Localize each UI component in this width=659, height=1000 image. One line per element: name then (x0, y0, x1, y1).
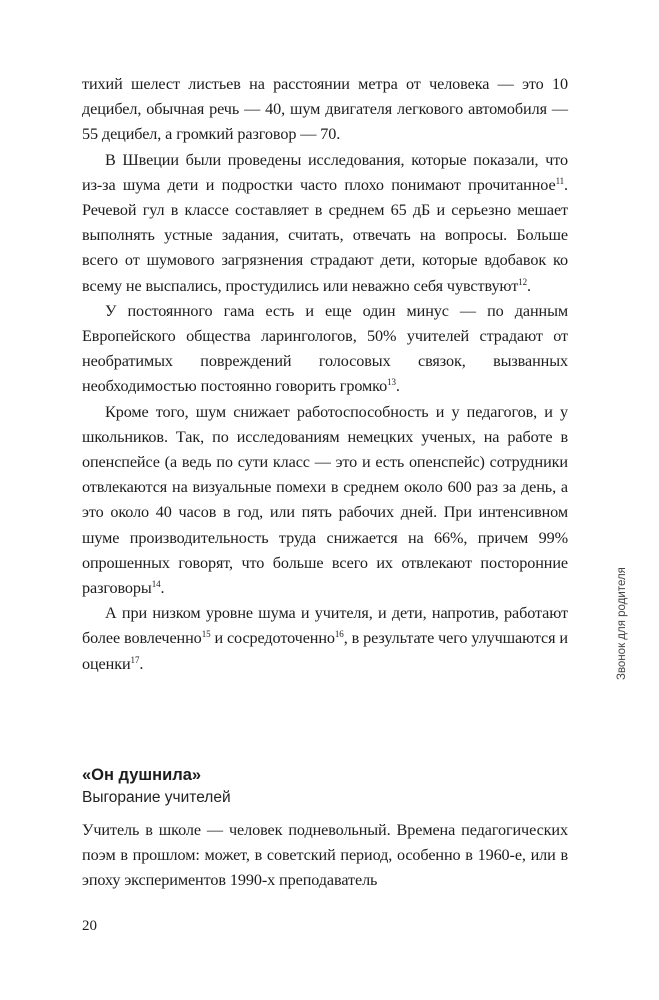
paragraph-text: А при низком уровне шума и учителя, и дети, напротив, работают более вовлеченно (82, 604, 568, 648)
footnote-ref[interactable]: 17 (130, 654, 140, 665)
paragraph-5 (82, 601, 568, 677)
footnote-ref[interactable]: 15 (201, 629, 211, 640)
paragraph-2 (82, 148, 568, 299)
running-head-text: Звонок для родителя (616, 567, 628, 680)
paragraph-text: В Швеции были проведены исследования, которые показали, что из-за шума дети и подростки часто плохо понимают прочитанное (82, 150, 568, 194)
section-paragraph: Учитель в школе — человек подневольный. Времена педагогических поэм в прошлом: может, в советский период, особенно в 1960-е, или в эпоху экспериментов 1990-х преподаватель (82, 821, 568, 890)
main-text (82, 72, 568, 677)
paragraph-3 (82, 299, 568, 400)
paragraph-text: , в результате чего улучшаются и оценки (82, 629, 568, 673)
section-subtitle: Выгорание учителей (82, 789, 231, 806)
footnote-ref[interactable]: 11 (555, 175, 565, 186)
page-number: 20 (82, 918, 97, 934)
paragraph-text: Кроме того, шум снижает работоспособность и у педагогов, и у школьников. Так, по исследованиям немецких ученых, на работе в опенспейсе (а ведь по сути класс — это и есть опенспейс) сотрудники отвлекаются на визуальные помехи в среднем около 600 раз за день, а это около 40 часов в год, или пять рабочих дней. При интенсивном шуме производительность труда снижается на 66%, причем 99% опрошенных говорят, что больше всего их отвлекают посторонние разговоры (82, 402, 568, 598)
paragraph-4 (82, 400, 568, 602)
footnote-ref[interactable]: 16 (334, 629, 344, 640)
paragraph-text: . (527, 276, 531, 295)
paragraph-text: и сосредоточенно (210, 629, 335, 648)
running-head (614, 440, 634, 680)
footnote-ref[interactable]: 14 (151, 579, 161, 590)
footnote-ref[interactable]: 13 (387, 377, 396, 388)
section-title: «Он душнила» (82, 766, 202, 784)
section-heading (82, 764, 568, 810)
footnote-ref[interactable]: 12 (518, 276, 528, 287)
paragraph-text: . Речевой гул в классе составляет в среднем 65 дБ и серьезно мешает выполнять устные задания, считать, отвечать на вопросы. Больше всего от шумового загрязнения страдают дети, которые вдобавок ко всему не выспались, простудились или неважно себя чувствуют (82, 175, 568, 295)
paragraph-text: тихий шелест листьев на расстоянии метра от человека — это 10 децибел, обычная речь — 40, шум двигателя легкового автомобиля — 55 децибел, а громкий разговор — 70. (82, 75, 568, 144)
paragraph-text: У постоянного гама есть и еще один минус — по данным Европейского общества ларингологов, 50% учителей страдают от необратимых повреждений голосовых связок, вызванных необходимостью постоянно говорить громко (82, 301, 568, 396)
paragraph-1 (82, 72, 568, 148)
paragraph-text: . (139, 654, 144, 673)
paragraph-text: . (395, 377, 400, 396)
paragraph-text: . (160, 579, 165, 598)
section-body (82, 818, 568, 894)
